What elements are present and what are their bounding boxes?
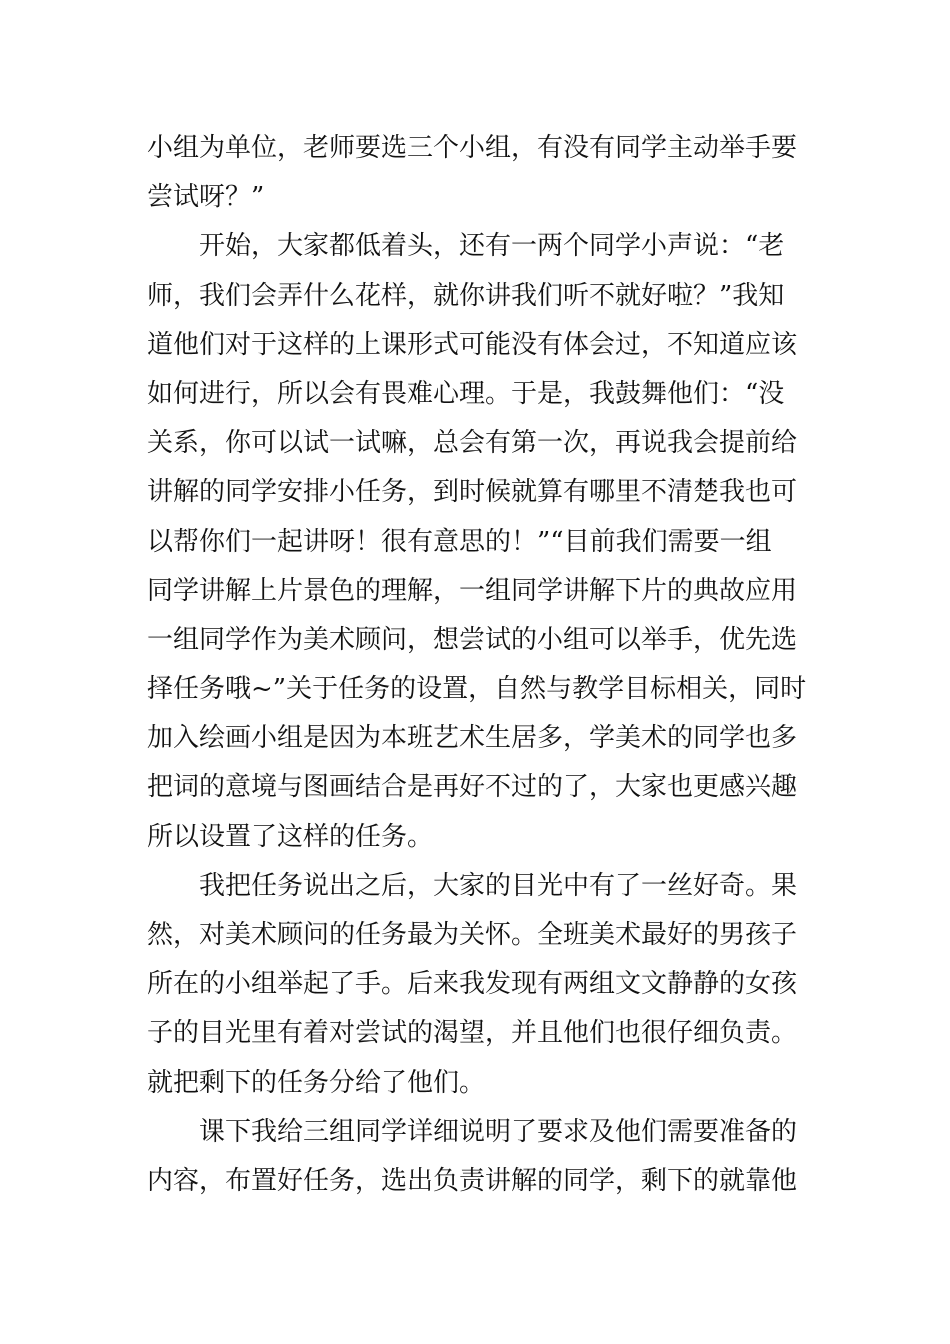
text-line: 一组同学作为美术顾问，想尝试的小组可以举手，优先选	[147, 624, 798, 655]
text-line: 然，对美术顾问的任务最为关怀。全班美术最好的男孩子	[147, 920, 798, 950]
text-line: 师，我们会弄什么花样，就你讲我们听不就好啦？”我知	[147, 280, 785, 311]
text-line: 小组为单位，老师要选三个小组，有没有同学主动举手要	[147, 133, 798, 163]
text-line: 同学讲解上片景色的理解，一组同学讲解下片的典故应用	[147, 575, 798, 606]
text-line: 讲解的同学安排小任务，到时候就算有哪里不清楚我也可	[147, 477, 798, 508]
text-line: 以帮你们一起讲呀！很有意思的！”“目前我们需要一组	[147, 526, 772, 557]
text-line: 子的目光里有着对尝试的渴望，并且他们也很仔细负责。	[147, 1018, 798, 1049]
text-line: 关系，你可以试一试嘛，总会有第一次，再说我会提前给	[147, 428, 798, 459]
text-line: 内容，布置好任务，选出负责讲解的同学，剩下的就靠他	[147, 1165, 798, 1196]
body-text	[147, 124, 807, 1206]
paragraph-start-line: 开始，大家都低着头，还有一两个同学小声说：“老	[199, 231, 785, 262]
text-line: 所在的小组举起了手。后来我发现有两组文文静静的女孩	[147, 969, 798, 1000]
paragraph-start-line: 课下我给三组同学详细说明了要求及他们需要准备的	[199, 1116, 798, 1147]
text-line: 就把剩下的任务分给了他们。	[147, 1067, 486, 1098]
paragraph-start-line: 我把任务说出之后，大家的目光中有了一丝好奇。果	[199, 870, 798, 901]
text-line: 把词的意境与图画结合是再好不过的了，大家也更感兴趣	[147, 772, 798, 803]
text-line: 道他们对于这样的上课形式可能没有体会过，不知道应该	[147, 329, 798, 360]
text-line: 加入绘画小组是因为本班艺术生居多，学美术的同学也多	[147, 723, 798, 754]
text-line: 择任务哦~”关于任务的设置，自然与教学目标相关，同时	[147, 674, 807, 705]
text-line: 如何进行，所以会有畏难心理。于是，我鼓舞他们：“没	[147, 378, 785, 409]
text-line: 所以设置了这样的任务。	[147, 821, 434, 852]
text-line: 尝试呀？”	[147, 182, 265, 213]
